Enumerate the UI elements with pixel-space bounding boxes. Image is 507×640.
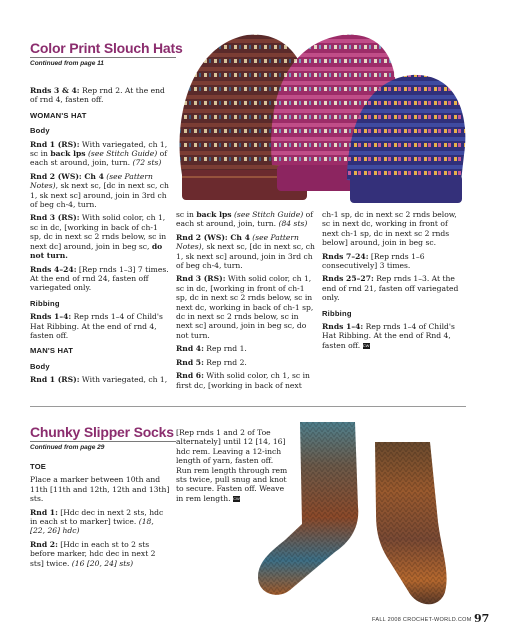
step-text: Rep rnd 1. bbox=[203, 344, 247, 354]
hats-illustration bbox=[172, 25, 472, 207]
step-label: Rnd 2 (WS): Ch 4 bbox=[176, 232, 250, 242]
step-text: [Hdc dec in next 2 sts, hdc in each st to marker] twice. bbox=[30, 507, 164, 527]
paragraph bbox=[322, 322, 466, 350]
paragraph bbox=[322, 274, 466, 302]
step-text: With solid color, ch 1, sc in dc, [working in back of ch-1 sp, dc in next sc 2 rnds below, sc in next dc] around, join in beg sc, bbox=[30, 213, 167, 251]
step-text: With solid color, ch 1, sc in first dc, [working in back of next bbox=[176, 371, 310, 390]
step-label: Rnd 5: bbox=[176, 357, 204, 367]
step-label: Rnds 1–4: bbox=[30, 312, 72, 322]
paragraph bbox=[30, 508, 170, 536]
toe-heading: TOE bbox=[30, 462, 47, 471]
paragraph bbox=[322, 210, 466, 248]
paragraph bbox=[176, 210, 316, 229]
paragraph bbox=[30, 140, 170, 168]
stitch-count: (72 sts) bbox=[132, 158, 162, 168]
stitch-count: (84 sts) bbox=[278, 219, 308, 229]
socks-photo bbox=[250, 412, 478, 612]
step-text: ch-1 sp, dc in next sc 2 rnds below, sc in next dc, working in front of next ch-1 sp, dc in next sc 2 rnds below] around, join in beg sc. bbox=[322, 210, 457, 248]
step-text: With solid color, ch 1, sc in dc, [working in front of ch-1 sp, dc in next sc 2 rnds below, sc in next dc, working in back of ch-1 sp, dc in next sc 2 rnds below, sc in next sc] around, join in beg sc, do not turn. bbox=[176, 274, 314, 340]
step-text: With variegated, ch 1, bbox=[79, 375, 168, 385]
paragraph bbox=[30, 540, 170, 568]
step-label: Rnd 1 (RS): bbox=[30, 139, 80, 149]
step-label: Rnd 1: bbox=[30, 507, 58, 517]
step-label: Rnds 1–4: bbox=[322, 322, 364, 332]
paragraph bbox=[30, 172, 170, 210]
end-of-pattern-icon: CW bbox=[233, 495, 240, 501]
column-3 bbox=[322, 210, 466, 354]
step-note: (see Stitch Guide) bbox=[85, 149, 158, 159]
step-emphasis: do not turn. bbox=[30, 241, 163, 261]
step-text: of each st around, join, turn. bbox=[176, 210, 314, 229]
step-note: (see Pattern Notes) bbox=[176, 232, 299, 252]
step-text: sc in bbox=[176, 210, 197, 219]
step-label: Rnd 6: bbox=[176, 371, 204, 381]
paragraph bbox=[30, 312, 170, 340]
step-label: Rnd 2 (WS): Ch 4 bbox=[30, 171, 104, 181]
paragraph bbox=[30, 475, 170, 503]
step-text: Rep rnds 1–4 of Child's Hat Ribbing. At the end of rnd 4, fasten off. bbox=[30, 312, 163, 340]
hats-photo bbox=[172, 25, 472, 207]
socks-illustration bbox=[250, 412, 478, 612]
ribbing-heading: Ribbing bbox=[30, 298, 60, 308]
mans-hat-heading: MAN'S HAT bbox=[30, 346, 74, 356]
column-2 bbox=[176, 210, 316, 394]
step-label: Rnd 2: bbox=[30, 539, 58, 549]
paragraph bbox=[176, 371, 316, 390]
stitch-count: (16 [20, 24] sts) bbox=[71, 558, 134, 568]
paragraph bbox=[30, 213, 170, 260]
step-label: Rnds 25–27: bbox=[322, 274, 374, 284]
paragraph bbox=[176, 233, 316, 271]
step-term: back lps bbox=[50, 149, 86, 159]
step-label: Rnd 3 (RS): bbox=[176, 274, 226, 284]
step-text: of each st around, join, turn. bbox=[30, 149, 168, 168]
womans-hat-heading: WOMAN'S HAT bbox=[30, 110, 87, 120]
step-label: Rnds 3 & 4: bbox=[30, 86, 80, 95]
footer-issue: FALL 2008 CROCHET-WORLD.COM bbox=[372, 617, 472, 623]
section-title-slouch-hats: Color Print Slouch Hats bbox=[30, 40, 183, 56]
step-label: Rnd 4: bbox=[176, 344, 204, 354]
step-text: Place a marker between 10th and 11th [11th and 12th, 12th and 13th] sts. bbox=[30, 475, 170, 504]
page-number: 97 bbox=[474, 612, 490, 625]
body-heading: Body bbox=[30, 361, 50, 371]
step-text: Rep rnd 2. At the end of rnd 4, fasten off. bbox=[30, 86, 165, 105]
step-text: [Hdc in each st to 2 sts before marker, hdc dec in next 2 sts] twice. bbox=[30, 539, 156, 568]
title-rule bbox=[30, 57, 176, 58]
paragraph bbox=[30, 375, 170, 384]
column-4 bbox=[30, 462, 170, 572]
step-text: [Rep rnds 1–6 consecutively] 3 times. bbox=[322, 251, 425, 271]
step-text: [Rep rnds 1 and 2 of Toe alternately] until 12 [14, 16] hdc rem. Leaving a 12-inch length of yarn, fasten off. Run rem length through rem sts twice, pull snug and knot to secure. Fasten off. Weave in rem length. bbox=[176, 428, 288, 503]
step-note: (see Stitch Guide) bbox=[231, 210, 304, 219]
continued-note: Continued from page 29 bbox=[30, 444, 105, 451]
stitch-count: (18, [22, 26] hdc) bbox=[30, 517, 154, 536]
paragraph bbox=[176, 358, 316, 367]
paragraph bbox=[30, 86, 170, 105]
paragraph bbox=[322, 252, 466, 271]
step-text: Rep rnd 2. bbox=[203, 357, 247, 367]
step-label: Rnd 1 (RS): bbox=[30, 375, 80, 385]
section-divider bbox=[30, 406, 466, 407]
step-label: Rnds 7–24: bbox=[322, 251, 369, 261]
step-text: , sk next sc, [dc in next sc, ch 1, sk next sc] around, join in 3rd ch of beg ch-4, turn. bbox=[30, 181, 169, 210]
step-label: Rnd 3 (RS): bbox=[30, 213, 80, 223]
step-text: Rep rnds 1–3. At the end of rnd 21, fasten off variegated only. bbox=[322, 274, 459, 303]
end-of-pattern-icon: CW bbox=[362, 342, 370, 348]
section-title-slipper-socks: Chunky Slipper Socks bbox=[30, 424, 174, 440]
continued-note: Continued from page 11 bbox=[30, 60, 104, 67]
paragraph bbox=[176, 274, 316, 340]
step-text: Rep rnds 1–4 of Child's Hat Ribbing. At the end of Rnd 4, fasten off. bbox=[322, 322, 455, 350]
step-text: With variegated, ch 1, sc in bbox=[30, 139, 168, 159]
title-rule bbox=[30, 441, 176, 442]
step-text: [Rep rnds 1–3] 7 times. At the end of rnd 24, fasten off variegated only. bbox=[30, 264, 169, 293]
step-note: (see Pattern Notes) bbox=[30, 171, 153, 191]
column-1 bbox=[30, 86, 170, 389]
ribbing-heading: Ribbing bbox=[322, 308, 352, 318]
paragraph bbox=[176, 344, 316, 353]
step-term: back lps bbox=[196, 210, 232, 219]
paragraph bbox=[30, 265, 170, 293]
step-text: , sk next sc, [dc in next sc, ch 1, sk next sc] around, join in 3rd ch of beg ch-4, turn. bbox=[176, 242, 315, 271]
step-label: Rnds 4–24: bbox=[30, 264, 77, 274]
body-heading: Body bbox=[30, 126, 50, 136]
